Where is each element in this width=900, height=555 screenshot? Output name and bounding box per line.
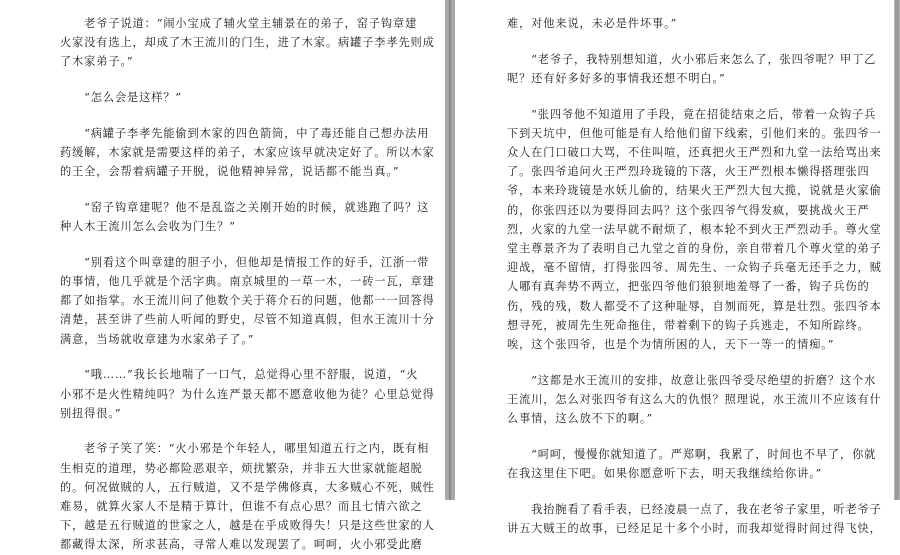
paragraph xyxy=(507,371,900,429)
text-line: 的，你张四还以为要得回去吗？这个张四爷气得发疯，要挑战火王严 xyxy=(507,203,870,217)
text-line: 都藏得太深，所求甚高，寻常人难以发现罢了。呵呵，火小邪受此磨 xyxy=(60,538,423,552)
text-line: 众人在门口破口大骂，不住叫喧，还真把火王严烈和九堂一法给骂出来 xyxy=(507,146,882,160)
text-line: 难，对他来说，未必是件坏事。” xyxy=(507,17,678,30)
text-line: 了。张四爷追问火王严烈玲珑镜的下落，火王严烈根本懒得搭理张四 xyxy=(507,165,870,179)
right-page xyxy=(455,0,900,535)
text-line: 老爷子笑了笑：“火小邪是个年轻人，哪里知道五行之内，既有相 xyxy=(60,442,430,456)
paragraph xyxy=(60,198,445,236)
text-line: “呵呵，慢慢你就知道了。严郑啊，我累了，时间也不早了，你就 xyxy=(507,447,877,461)
text-line: 在我这里住下吧。如果你愿意听下去，明天我继续给你讲。” xyxy=(507,467,823,481)
paragraph xyxy=(60,365,445,423)
text-line: 火家没有选上，却成了木王流川的门生，进了木家。病罐子李孝先则成 xyxy=(60,36,435,50)
text-line: 烈，火家的九堂一法早就不耐烦了，根本轮不到火王严烈动手。尊火堂 xyxy=(507,222,882,236)
text-line: 爷，本来玲珑镜是水妖儿偷的，结果火王严烈大包大揽，说就是火家偷 xyxy=(507,184,882,198)
text-line: 迎战，毫不留情，打得张四爷、周先生、一众钩子兵毫无还手之力，贼 xyxy=(507,261,882,275)
paragraph xyxy=(60,439,445,554)
text-line: 清楚，甚至讲了些前人听闻的野史，尽管不知道真假，但水王流川十分 xyxy=(60,313,435,327)
text-line: 讲五大贼王的故事，已经足足十多个小时，而我却觉得时间过得飞快， xyxy=(507,521,882,535)
text-line: 满意，当场就收章建为水家弟子了。” xyxy=(60,332,255,346)
text-line: 难易，就算火家人不是精于算计，但谁不有点心思？而且七情六欲之 xyxy=(60,500,423,514)
paragraph xyxy=(507,14,900,33)
left-page xyxy=(0,0,445,552)
paragraph xyxy=(507,50,900,88)
text-line: 别扭得很。” xyxy=(60,406,122,420)
text-line: “别看这个叫章建的胆子小，但他却是情报工作的好手，江浙一带 xyxy=(60,255,430,269)
text-line: “窑子钩章建呢？他不是乱盗之关刚开始的时候，就逃跑了吗？这 xyxy=(60,200,430,214)
text-line: 呢？还有好多好多的事情我还想不明白。” xyxy=(507,71,726,85)
paragraph xyxy=(507,105,900,355)
text-line: 生相克的道理，势必都险恶艰辛，烦扰繁杂，并非五大世家就能超脱 xyxy=(60,461,423,475)
paragraph xyxy=(60,14,445,72)
text-line: 我抬腕看了看手表，已经凌晨一点了，我在老爷子家里，听老爷子 xyxy=(507,502,882,516)
text-line: “怎么会是这样？” xyxy=(60,91,183,105)
text-line: 都了如指掌。水王流川问了他数个关于蒋介石的问题，他都一一回答得 xyxy=(60,294,435,308)
scrollbar-track[interactable] xyxy=(894,0,900,500)
paragraph xyxy=(60,253,445,349)
text-line: 种人木王流川怎么会收为门生？” xyxy=(60,220,236,234)
text-line: 的王全，会帮着病罐子开脱，说他精神异常，说话都不能当真。” xyxy=(60,165,400,179)
paragraph xyxy=(60,124,445,182)
text-line: 人哪有真奔势不两立，把张四爷他们狼狈地羞辱了一番，钩子兵伤的 xyxy=(507,280,870,294)
text-line: 堂主尊景齐为了表明自己九堂之首的身份，亲自带着几个尊火堂的弟子 xyxy=(507,242,882,256)
page-gutter xyxy=(445,0,455,500)
text-line: 伤，残的残，数人都受不了这种耻辱，自刎而死，算是壮烈。张四爷本 xyxy=(507,299,882,313)
text-line: 唉，这个张四爷，也是个为情所困的人，天下一等一的情痴。” xyxy=(507,338,835,352)
paragraph xyxy=(507,500,900,538)
text-line: 药缓解，木家就是需要这样的弟子，木家应该早就决定好了。所以木家 xyxy=(60,146,435,160)
text-line: 的事情，他几乎就是个活字典。南京城里的一草一木，一砖一瓦，章建 xyxy=(60,275,435,289)
text-line: 么事情，这么放不下的啊。” xyxy=(507,412,654,426)
text-line: “张四爷他不知道用了手段，竟在招徒结束之后，带着一众钩子兵 xyxy=(507,107,877,121)
text-line: 王流川，怎么对张四爷有这么大的仇恨？照理说，水王流川不应该有什 xyxy=(507,392,882,406)
text-line: 老爷子说道：“闹小宝成了辅火堂主辅景在的弟子，窑子钩章建 xyxy=(60,17,418,30)
text-line: 下，越是五行贼道的世家之人，越是在乎成败得失！只是这些世家的人 xyxy=(60,519,435,533)
scrollbar-thumb[interactable] xyxy=(895,0,899,500)
text-line: 的。何况做贼的人，五行贼道，又不是学佛修真，大多贼心不死，贼性 xyxy=(60,480,435,494)
text-line: 下到天坑中，但他可能是有人给他们留下线索，引他们来的。张四爷一 xyxy=(507,126,882,140)
paragraph xyxy=(60,88,445,107)
text-line: “老爷子，我特别想知道，火小邪后来怎么了，张四爷呢？甲丁乙 xyxy=(507,52,877,66)
text-line: 想寻死，被周先生死命拖住，带着剩下的钩子兵逃走，不知所踪终。 xyxy=(507,318,870,332)
text-line: “这都是水王流川的安排，故意让张四爷受尽绝望的折磨？这个水 xyxy=(507,373,877,387)
text-line: “病罐子李孝先能偷到木家的四色箭筒，中了毒还能自己想办法用 xyxy=(60,126,430,140)
text-line: “哦……”我长长地喘了一口气，总觉得心里不舒服，说道，“火 xyxy=(60,368,419,382)
text-line: 了木家弟子。” xyxy=(60,55,134,69)
text-line: 小邪不是火性精纯吗？为什么连严景天都不愿意收他为徒？心里总觉得 xyxy=(60,387,435,401)
paragraph xyxy=(507,445,900,483)
